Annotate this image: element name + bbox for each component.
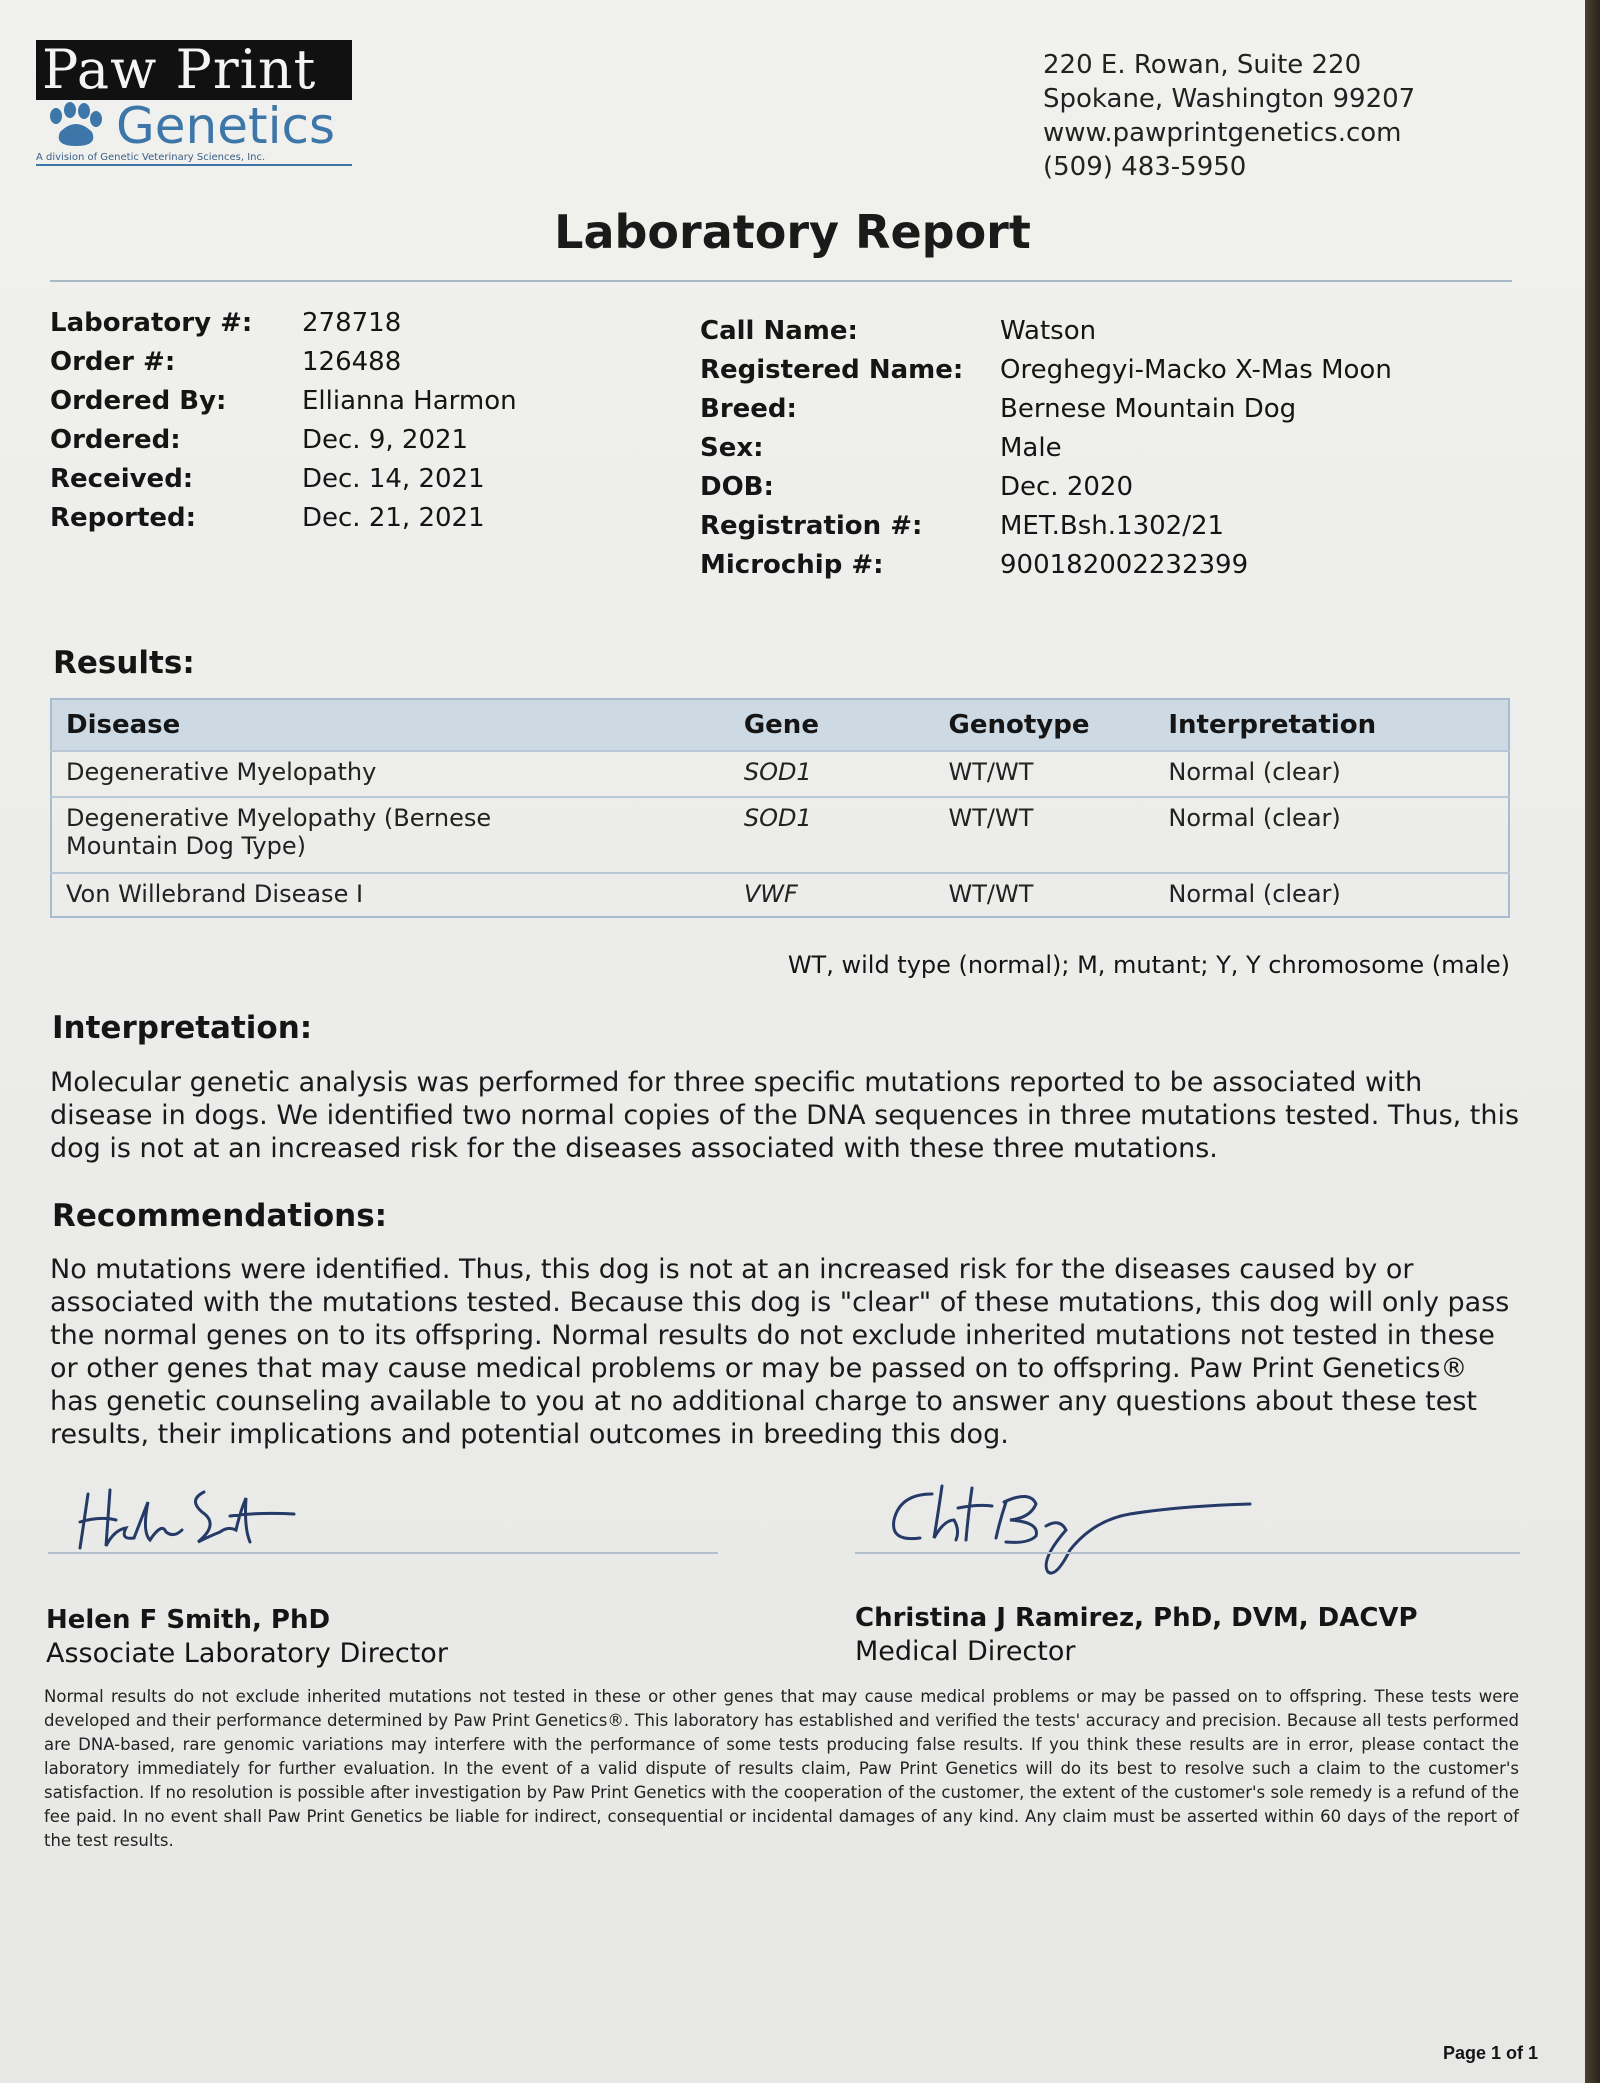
order-info-label: Order #:	[50, 347, 176, 377]
address-street: 220 E. Rowan, Suite 220	[1043, 50, 1362, 80]
column-header-interpretation: Interpretation	[1154, 699, 1509, 751]
table-row	[51, 873, 1509, 917]
cell-disease: Von Willebrand Disease I	[51, 873, 730, 917]
company-address	[1043, 48, 1415, 184]
legal-disclaimer: Normal results do not exclude inherited mutations not tested in these or other genes that may cause medical problems or may be passed on to offspring. These tests were developed and their performance determined by Paw Print Genetics®. This laboratory has established and verified the tests' accuracy and precision. Because all tests performed are DNA-based, rare genomic variations may interfere with the performance of some tests producing false results. If you think these results are in error, please contact the laboratory immediately for further evaluation. In the event of a valid dispute of results claim, Paw Print Genetics will do its best to resolve such a claim to the customer's satisfaction. If no resolution is possible after investigation by Paw Print Genetics with the cooperation of the customer, the extent of the customer's sole remedy is a refund of the fee paid. In no event shall Paw Print Genetics be liable for indirect, consequential or incidental damages of any kind. Any claim must be asserted within 60 days of the report of the test results.	[44, 1687, 1519, 1850]
cell-disease: Degenerative Myelopathy	[51, 751, 730, 797]
signature-line	[855, 1552, 1520, 1554]
cell-gene: SOD1	[730, 797, 935, 873]
title-divider	[50, 280, 1512, 282]
column-header-genotype: Genotype	[935, 699, 1155, 751]
dog-info-value: Dec. 2020	[1000, 472, 1134, 502]
cell-genotype: WT/WT	[935, 873, 1155, 917]
signature-helen-smith	[70, 1482, 310, 1562]
dog-info-value: Bernese Mountain Dog	[1000, 394, 1297, 424]
dog-info-label: Registered Name:	[700, 355, 964, 385]
dog-info-value: 900182002232399	[1000, 550, 1249, 580]
dog-info-value: Oreghegyi-Macko X-Mas Moon	[1000, 355, 1392, 385]
dog-info-value: MET.Bsh.1302/21	[1000, 511, 1225, 541]
genotype-legend: WT, wild type (normal); M, mutant; Y, Y chromosome (male)	[787, 951, 1510, 979]
dog-info-label: Breed:	[700, 394, 797, 424]
results-heading: Results:	[53, 645, 195, 681]
order-info-value: Dec. 9, 2021	[302, 425, 469, 455]
order-info-value: 126488	[302, 347, 402, 377]
signature-line	[48, 1552, 718, 1554]
dog-info-value: Watson	[1000, 316, 1097, 346]
address-website[interactable]: www.pawprintgenetics.com	[1043, 118, 1402, 148]
order-info-label: Received:	[50, 464, 194, 494]
order-info-value: 278718	[302, 308, 402, 338]
address-city: Spokane, Washington 99207	[1043, 84, 1416, 114]
dog-info-label: Microchip #:	[700, 550, 884, 580]
signatory-name: Helen F Smith, PhD	[46, 1605, 331, 1635]
cell-gene: VWF	[730, 873, 935, 917]
signatory-role: Medical Director	[855, 1636, 1076, 1667]
dog-info-label: Call Name:	[700, 316, 858, 346]
signature-christina-ramirez	[880, 1480, 1260, 1580]
dog-info-label: DOB:	[700, 472, 774, 502]
order-info-label: Laboratory #:	[50, 308, 253, 338]
table-header-row	[51, 699, 1509, 751]
dog-info-label: Registration #:	[700, 511, 923, 541]
order-info-value: Dec. 21, 2021	[302, 503, 485, 533]
table-row	[51, 797, 1509, 873]
order-info-label: Ordered By:	[50, 386, 227, 416]
recommendations-text: No mutations were identified. Thus, this dog is not at an increased risk for the diseases caused by or associated with the mutations tested. Because this dog is "clear" of these mutations, this dog will only pass the normal genes on to its offspring. Normal results do not exclude inherited mutations not tested in these or other genes that may cause medical problems or may be passed on to offspring. Paw Print Genetics® has genetic counseling available to you at no additional charge to answer any questions about these test results, their implications and potential outcomes in breeding this dog.	[50, 1254, 1510, 1450]
signatory-name: Christina J Ramirez, PhD, DVM, DACVP	[855, 1603, 1418, 1633]
cell-interpretation: Normal (clear)	[1154, 873, 1509, 917]
cell-genotype: WT/WT	[935, 751, 1155, 797]
cell-interpretation: Normal (clear)	[1154, 797, 1509, 873]
signatory-role: Associate Laboratory Director	[46, 1638, 448, 1669]
column-header-gene: Gene	[730, 699, 935, 751]
dog-info-label: Sex:	[700, 433, 764, 463]
order-info-label: Reported:	[50, 503, 197, 533]
recommendations-heading: Recommendations:	[52, 1198, 388, 1234]
background-edge	[1585, 0, 1600, 2083]
page-number: Page 1 of 1	[1443, 2043, 1539, 2063]
column-header-disease: Disease	[51, 699, 730, 751]
address-phone: (509) 483-5950	[1043, 152, 1247, 182]
paw-print-icon	[42, 102, 112, 150]
order-info-value: Dec. 14, 2021	[302, 464, 485, 494]
logo-tagline: A division of Genetic Veterinary Sciences, Inc.	[36, 152, 352, 166]
cell-genotype: WT/WT	[935, 797, 1155, 873]
cell-interpretation: Normal (clear)	[1154, 751, 1509, 797]
interpretation-heading: Interpretation:	[52, 1010, 313, 1046]
logo-wordmark-bottom: Genetics	[116, 97, 335, 155]
order-info-value: Ellianna Harmon	[302, 386, 517, 416]
logo-wordmark-top: Paw Print	[36, 40, 352, 100]
page-title: Laboratory Report	[554, 205, 1031, 259]
company-logo	[36, 40, 352, 166]
interpretation-text: Molecular genetic analysis was performed for three specific mutations reported to be associated with disease in dogs. We identified two normal copies of the DNA sequences in three mutations tested. Thus, this dog is not at an increased risk for the diseases associated with these three mutations.	[50, 1067, 1520, 1164]
dog-info-value: Male	[1000, 433, 1062, 463]
order-info-label: Ordered:	[50, 425, 181, 455]
cell-disease: Degenerative Myelopathy (Bernese Mountain Dog Type)	[51, 797, 730, 873]
cell-gene: SOD1	[730, 751, 935, 797]
results-table	[50, 698, 1510, 918]
table-row	[51, 751, 1509, 797]
